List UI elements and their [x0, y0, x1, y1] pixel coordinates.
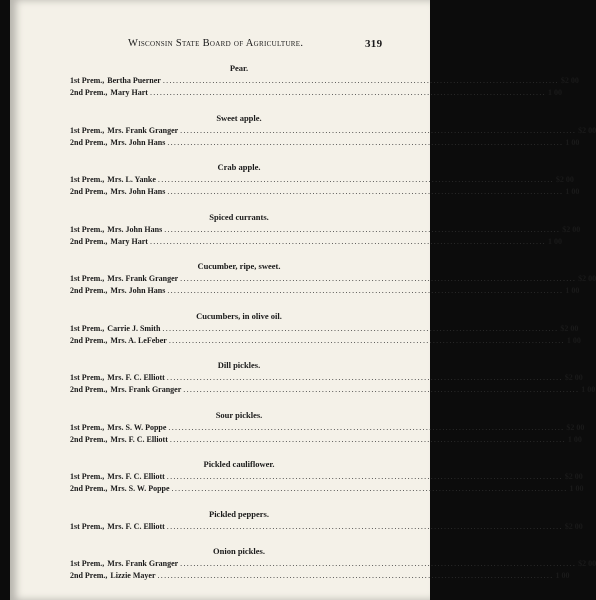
premium-entry: [70, 558, 596, 570]
winner-name: Carrie J. Smith: [107, 323, 161, 333]
premium-amount: 1 00: [565, 137, 580, 147]
premium-amount: $2 00: [564, 472, 583, 481]
premium-rank: 1st Prem.,: [70, 224, 105, 234]
dot-leader: ........................................................................................................................: [171, 484, 568, 493]
premium-entry: [70, 75, 579, 87]
premium-entry: [70, 434, 582, 446]
premium-entry: [70, 174, 574, 186]
winner-name: Mary Hart: [110, 236, 148, 246]
category-title: Sweet apple.: [216, 112, 262, 123]
category-section: [70, 260, 596, 297]
premium-amount: $2 00: [566, 422, 585, 432]
premium-amount: 1 00: [555, 571, 570, 580]
winner-name: Mrs. Frank Granger: [107, 125, 179, 135]
premium-entry: [70, 285, 580, 297]
category-section: [70, 359, 596, 396]
winner-name: Mrs. S. W. Poppe: [110, 484, 170, 493]
premium-amount: $2 00: [578, 559, 596, 568]
category-section: [70, 62, 579, 99]
dot-leader: ........................................................................................................................: [169, 434, 566, 444]
premium-rank: 1st Prem.,: [70, 125, 105, 135]
premium-amount: $2 00: [578, 125, 596, 135]
premium-amount: 1 00: [547, 236, 562, 246]
dot-leader: ........................................................................................................................: [166, 373, 563, 382]
page-number: 319: [365, 38, 383, 50]
premium-entry: [70, 570, 570, 582]
dot-leader: ........................................................................................................................: [162, 76, 559, 85]
winner-name: Bertha Puerner: [107, 76, 161, 85]
premium-rank: 2nd Prem.,: [70, 88, 108, 97]
winner-name: Mrs. F. C. Elliott: [107, 472, 165, 481]
dot-leader: ........................................................................................................................: [167, 137, 564, 147]
premium-entry: [70, 323, 579, 335]
premium-rank: 2nd Prem.,: [70, 137, 108, 147]
premium-rank: 2nd Prem.,: [70, 571, 108, 580]
winner-name: Mrs. F. C. Elliott: [107, 373, 165, 382]
premium-rank: 1st Prem.,: [70, 323, 105, 333]
premium-amount: 1 00: [567, 434, 582, 444]
winner-name: Mrs. John Hans: [110, 187, 166, 196]
dot-leader: ........................................................................................................................: [183, 385, 580, 394]
premium-rank: 1st Prem.,: [70, 422, 105, 432]
category-title: Sour pickles.: [215, 409, 263, 420]
winner-name: Mrs. Frank Granger: [110, 385, 182, 394]
premium-amount: $2 00: [578, 274, 596, 283]
dot-leader: ........................................................................................................................: [180, 559, 577, 568]
premium-rank: 1st Prem.,: [70, 274, 105, 283]
dot-leader: ........................................................................................................................: [149, 236, 546, 246]
winner-name: Mrs. F. C. Elliott: [107, 521, 165, 531]
dot-leader: ........................................................................................................................: [167, 187, 564, 196]
dot-leader: ........................................................................................................................: [157, 571, 554, 580]
premium-rank: 2nd Prem.,: [70, 236, 108, 246]
premium-entry: [70, 384, 596, 396]
winner-name: Mrs. L. Yanke: [107, 175, 156, 184]
dot-leader: ........................................................................................................................: [162, 323, 559, 333]
premium-entry: [70, 236, 562, 248]
dot-leader: ........................................................................................................................: [164, 224, 561, 234]
category-section: [70, 161, 580, 198]
dot-leader: ........................................................................................................................: [157, 175, 554, 184]
premium-entry: [70, 186, 580, 198]
premium-rank: 2nd Prem.,: [70, 385, 108, 394]
premium-list: [70, 62, 596, 595]
premium-entry: [70, 137, 580, 149]
premium-rank: 1st Prem.,: [70, 521, 105, 531]
category-title: Onion pickles.: [213, 546, 265, 556]
premium-rank: 1st Prem.,: [70, 373, 105, 382]
winner-name: Mrs. A. LeFeber: [110, 335, 167, 345]
premium-entry: [70, 471, 583, 483]
premium-amount: $2 00: [560, 323, 579, 333]
premium-amount: 1 00: [566, 335, 581, 345]
premium-amount: 1 00: [581, 385, 596, 394]
dot-leader: ........................................................................................................................: [149, 88, 546, 97]
category-title: Cucumber, ripe, sweet.: [197, 261, 281, 271]
winner-name: Mrs. John Hans: [107, 224, 163, 234]
premium-amount: 1 00: [547, 88, 562, 97]
running-title: Wisconsin State Board of Agriculture.: [128, 38, 304, 49]
category-section: [70, 545, 596, 582]
premium-rank: 2nd Prem.,: [70, 187, 108, 196]
category-title: Cucumbers, in olive oil.: [196, 310, 282, 321]
premium-amount: $2 00: [560, 76, 579, 85]
premium-amount: $2 00: [555, 175, 574, 184]
category-section: [70, 409, 585, 446]
category-title: Pickled cauliflower.: [203, 459, 275, 469]
category-title: Dill pickles.: [217, 360, 261, 370]
category-section: [70, 112, 596, 149]
premium-entry: [70, 273, 596, 285]
premium-entry: [70, 521, 583, 533]
category-section: [70, 508, 583, 533]
premium-amount: 1 00: [565, 187, 580, 196]
winner-name: Mrs. F. C. Elliott: [110, 434, 168, 444]
dot-leader: ........................................................................................................................: [166, 472, 563, 481]
category-title: Crab apple.: [217, 162, 261, 172]
category-title: Pickled peppers.: [209, 508, 269, 519]
category-title: Pear.: [229, 63, 249, 73]
premium-amount: $2 00: [562, 224, 581, 234]
premium-amount: 1 00: [569, 484, 584, 493]
dot-leader: ........................................................................................................................: [180, 274, 577, 283]
premium-rank: 2nd Prem.,: [70, 335, 108, 345]
premium-rank: 2nd Prem.,: [70, 434, 108, 444]
winner-name: Mrs. John Hans: [110, 286, 166, 295]
winner-name: Mrs. John Hans: [110, 137, 166, 147]
premium-rank: 1st Prem.,: [70, 175, 105, 184]
category-section: [70, 458, 584, 495]
page: [10, 0, 596, 600]
premium-rank: 2nd Prem.,: [70, 484, 108, 493]
winner-name: Mrs. S. W. Poppe: [107, 422, 167, 432]
premium-entry: [70, 372, 583, 384]
dot-leader: ........................................................................................................................: [168, 335, 565, 345]
winner-name: Mrs. Frank Granger: [107, 274, 179, 283]
premium-amount: $2 00: [564, 373, 583, 382]
dot-leader: ........................................................................................................................: [180, 125, 577, 135]
winner-name: Mrs. Frank Granger: [107, 559, 179, 568]
page-header: [10, 38, 430, 52]
dot-leader: ........................................................................................................................: [168, 422, 565, 432]
winner-name: Lizzie Mayer: [110, 571, 156, 580]
premium-amount: 1 00: [565, 286, 580, 295]
category-section: [70, 310, 581, 347]
premium-entry: [70, 422, 585, 434]
category-section: [70, 211, 581, 248]
premium-entry: [70, 335, 581, 347]
dot-leader: ........................................................................................................................: [166, 521, 563, 531]
premium-rank: 1st Prem.,: [70, 472, 105, 481]
premium-entry: [70, 125, 596, 137]
premium-entry: [70, 483, 584, 495]
category-title: Spiced currants.: [209, 211, 269, 222]
premium-entry: [70, 87, 562, 99]
premium-rank: 1st Prem.,: [70, 76, 105, 85]
dot-leader: ........................................................................................................................: [167, 286, 564, 295]
premium-rank: 1st Prem.,: [70, 559, 105, 568]
premium-amount: $2 00: [564, 521, 583, 531]
premium-rank: 2nd Prem.,: [70, 286, 108, 295]
premium-entry: [70, 224, 581, 236]
winner-name: Mary Hart: [110, 88, 148, 97]
